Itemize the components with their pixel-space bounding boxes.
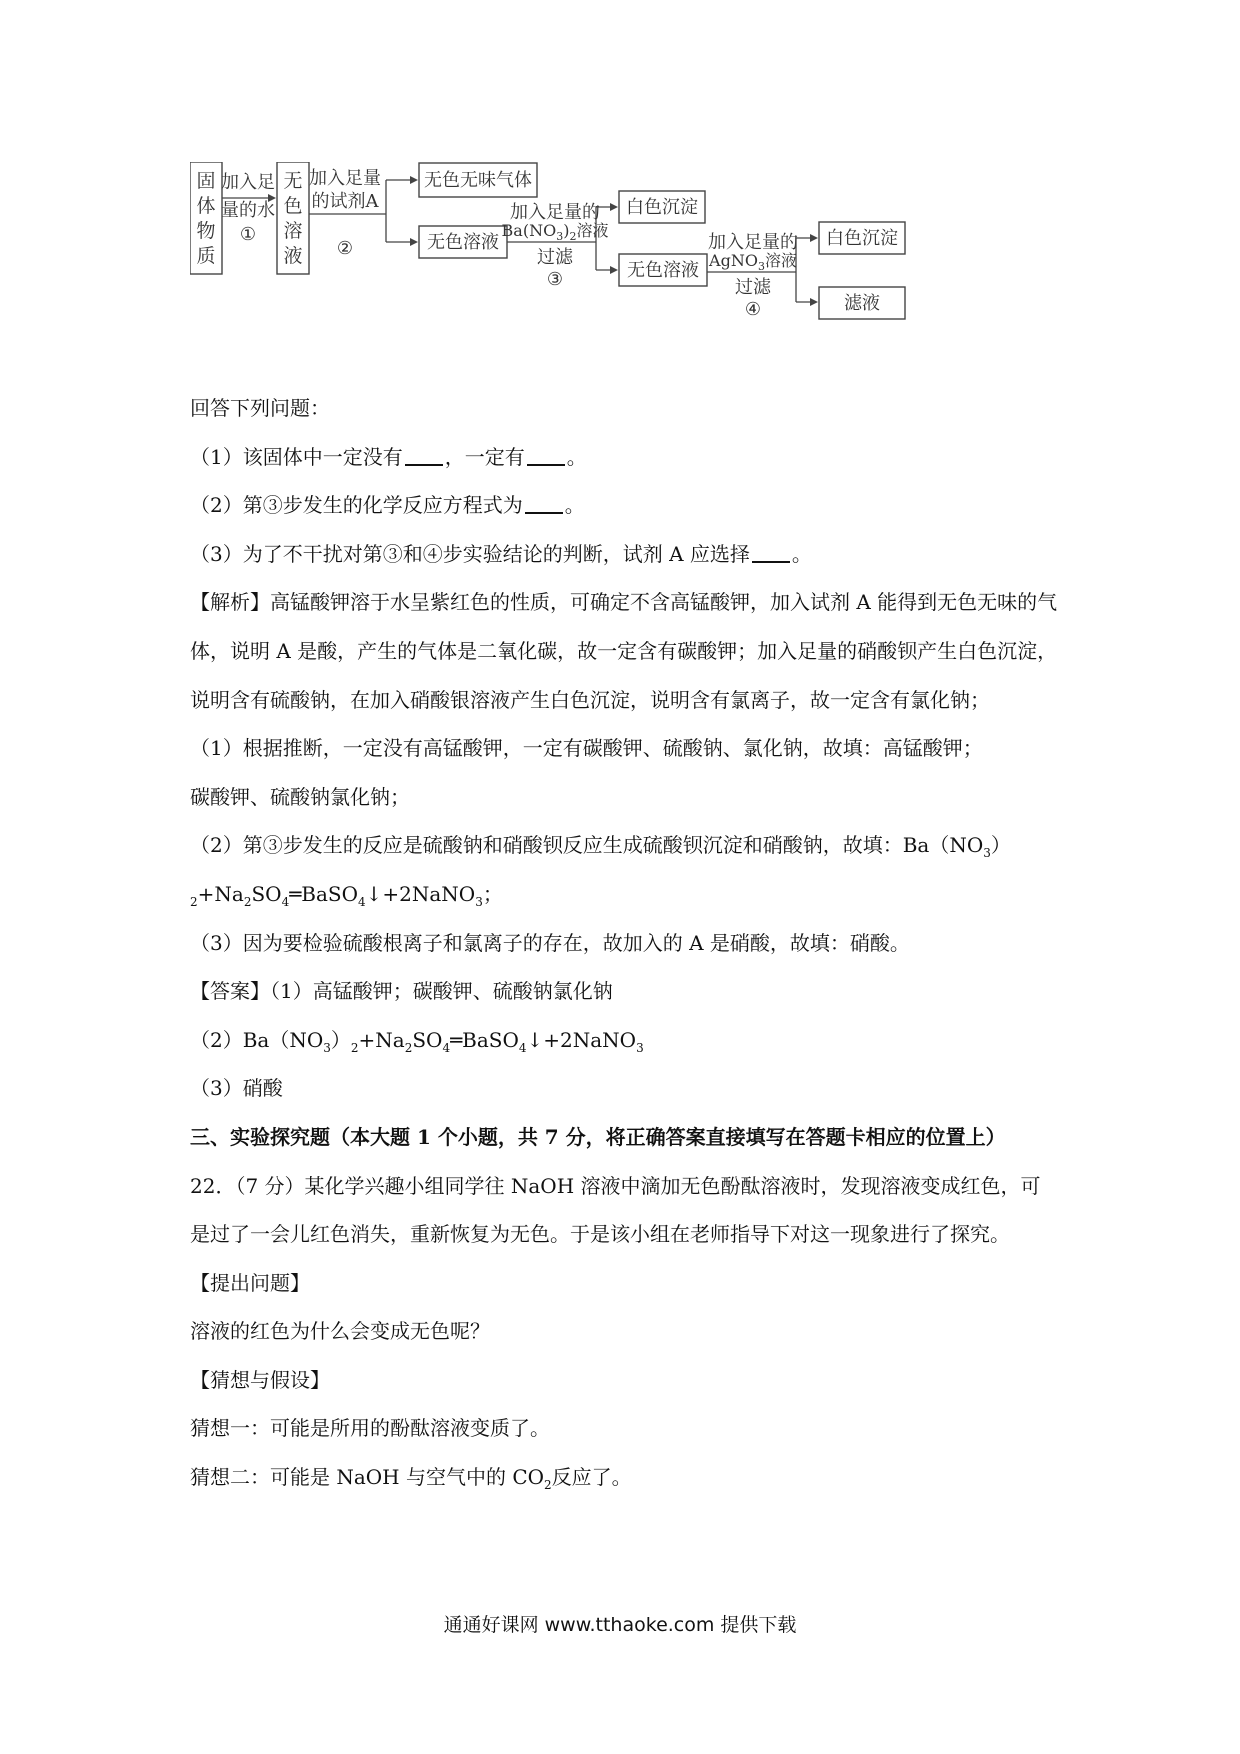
step4-label-top: 加入足量的 (708, 232, 798, 253)
analysis-paragraph: 【解析】高锰酸钾溶于水呈紫红色的性质，可确定不含高锰酸钾，加入试剂 A 能得到无色无味的气体，说明 A 是酸，产生的气体是二氧化碳，故一定含有碳酸钾；加入足量的硝酸钡产生白色沉淀，说明含有硫酸钠，在加入硝酸银溶液产生白色沉淀，说明含有氯离子，故一定含有氯化钠； (190, 590, 1058, 712)
heading-hypothesis: 【猜想与假设】 (190, 1367, 330, 1392)
box-char: 体 (196, 195, 216, 217)
precipitate2-label: 白色沉淀 (826, 228, 898, 249)
precipitate1-label: 白色沉淀 (626, 197, 698, 218)
heading-raise-question: 【提出问题】 (190, 1270, 310, 1295)
answer-blank (752, 539, 790, 563)
answer-1: 【答案】（1）高锰酸钾；碳酸钾、硫酸钠氯化钠 (190, 979, 613, 1004)
guess-1: 猜想一：可能是所用的酚酞溶液变质了。 (190, 1416, 550, 1441)
box-char: 液 (283, 245, 303, 267)
step3-label-bot: 过滤 (537, 247, 573, 268)
answer-blank (527, 442, 565, 466)
box-char: 溶 (283, 220, 303, 242)
answer-2: $(2)Ba(NO_3)_2+Na_2SO_4═BaSO_4↓+2NaNO_3$ (190, 1027, 644, 1055)
question-2: （2）第③步发生的化学反应方程式为 。 (190, 481, 1060, 530)
document-body (190, 384, 1060, 1502)
analysis-2-line1: （2）第③步发生的反应是硫酸钠和硝酸钡反应生成硫酸钡沉淀和硝酸钠，故填：$Ba(NO_3)$ (190, 833, 1011, 861)
box-char: 固 (196, 170, 216, 192)
analysis-3: （3）因为要检验硫酸根离子和氯离子的存在，故加入的 A 是硝酸，故填：硝酸。 (190, 930, 910, 955)
analysis-1-line1: （1）根据推断，一定没有高锰酸钾，一定有碳酸钾、硫酸钠、氯化钠，故填：高锰酸钾； (190, 736, 983, 761)
step3-label-mid: $Ba(NO_3)_2$溶液 (501, 221, 609, 243)
answer-blank (525, 490, 563, 514)
step3-label-top: 加入足量的 (510, 202, 600, 223)
analysis-1-line2: 碳酸钾、硫酸钠氯化钠； (190, 784, 410, 809)
analysis-2-line2: $_2+Na_2SO_4═BaSO_4↓+2NaNO_3$； (190, 881, 503, 909)
page-footer: 通通好课网 www.tthaoke.com 提供下载 (443, 1614, 797, 1636)
question-22: 22．（7 分）某化学兴趣小组同学往 NaOH 溶液中滴加无色酚酞溶液时，发现溶液变成红色，可是过了一会儿红色消失，重新恢复为无色。于是该小组在老师指导下对这一现象进行了探究。 (190, 1173, 1041, 1247)
question-3: （3）为了不干扰对第③和④步实验结论的判断，试剂 A 应选择 。 (190, 530, 1060, 579)
box-char: 无 (283, 170, 303, 192)
question-1: （1）该固体中一定没有 ，一定有 。 (190, 433, 1060, 482)
step4-label-bot: 过滤 (735, 277, 771, 298)
step1-label-mid: 量的水 (221, 200, 275, 221)
box-char: 色 (283, 195, 303, 217)
filtrate-label: 滤液 (844, 293, 880, 314)
step2-label-mid: 的试剂A (311, 191, 379, 212)
step3-number: ③ (546, 269, 564, 290)
experiment-flowchart (190, 162, 930, 337)
intro-line: 回答下列问题： (190, 396, 330, 420)
solution2-label: 无色溶液 (627, 260, 699, 281)
answer-3: （3）硝酸 (190, 1076, 283, 1101)
question-text: 溶液的红色为什么会变成无色呢？ (190, 1319, 490, 1344)
section-heading: 三、实验探究题（本大题 1 个小题，共 7 分，将正确答案直接填写在答题卡相应的位置上） (190, 1124, 1006, 1149)
step1-label-top: 加入足 (221, 172, 275, 193)
answer-blank (405, 442, 443, 466)
box-char: 物 (196, 220, 216, 242)
box-char: 质 (196, 245, 216, 267)
guess-2: 猜想二：可能是 NaOH 与空气中的 $CO_2$反应了。 (190, 1465, 632, 1493)
gas-label: 无色无味气体 (424, 170, 532, 191)
solution1-label: 无色溶液 (427, 232, 499, 253)
step1-number: ① (239, 224, 257, 245)
step2-label-top: 加入足量 (309, 168, 381, 189)
step2-number: ② (336, 238, 354, 259)
step4-number: ④ (744, 299, 762, 320)
step4-label-mid: AgNO$_3$溶液 (709, 251, 797, 273)
